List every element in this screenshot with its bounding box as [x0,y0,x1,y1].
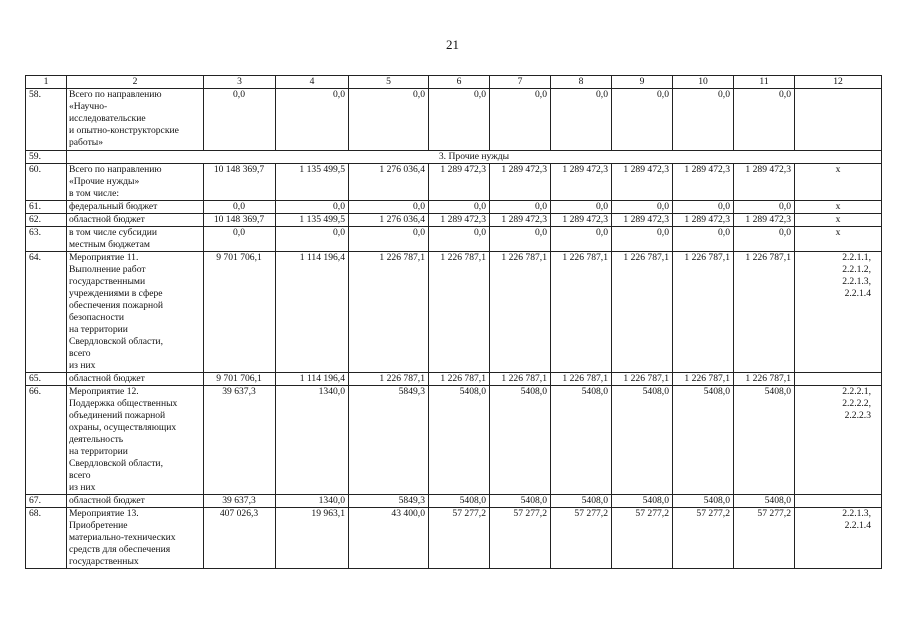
column-header: 8 [551,76,612,89]
value-cell: 0,0 [429,201,490,214]
row-name: Всего по направлению «Прочие нужды» в том числе: [67,164,204,201]
value-cell: 1 226 787,1 [551,373,612,386]
value-cell: 0,0 [349,227,429,252]
value-cell: 1 289 472,3 [612,164,673,201]
section-title: 3. Прочие нужды [67,151,882,164]
table-row [26,201,882,214]
value-cell: 1 226 787,1 [612,373,673,386]
value-cell: 0,0 [734,89,795,151]
value-cell: 0,0 [673,89,734,151]
value-cell: 5408,0 [673,495,734,508]
column-header: 4 [276,76,349,89]
row-name: Мероприятие 12. Поддержка общественных объединений пожарной охраны, осуществляющих деятельность на территории Свердловской области, всего из них [67,386,204,495]
row-number: 68. [26,508,67,569]
value-cell: 1 289 472,3 [673,164,734,201]
value-cell: 1 289 472,3 [551,214,612,227]
value-cell: 9 701 706,1 [204,373,276,386]
row-number: 63. [26,227,67,252]
value-cell: 1 135 499,5 [276,214,349,227]
target-cell: 2.2.1.1, 2.2.1.2, 2.2.1.3, 2.2.1.4 [795,252,882,373]
row-name: Всего по направлению «Научно- исследовательские и опытно-конструкторские работы» [67,89,204,151]
value-cell: 0,0 [429,227,490,252]
value-cell: 407 026,3 [204,508,276,569]
value-cell: 1 289 472,3 [734,214,795,227]
column-header: 12 [795,76,882,89]
value-cell: 0,0 [551,227,612,252]
target-cell: x [795,214,882,227]
value-cell: 5408,0 [612,386,673,495]
value-cell: 10 148 369,7 [204,164,276,201]
row-name: Мероприятие 13. Приобретение материально-технических средств для обеспечения государственных [67,508,204,569]
value-cell: 0,0 [349,89,429,151]
column-header: 1 [26,76,67,89]
target-cell: x [795,201,882,214]
value-cell: 39 637,3 [204,495,276,508]
value-cell: 1 289 472,3 [734,164,795,201]
value-cell: 1 226 787,1 [490,373,551,386]
value-cell: 1 226 787,1 [612,252,673,373]
value-cell: 1 114 196,4 [276,252,349,373]
column-header: 7 [490,76,551,89]
value-cell: 0,0 [551,89,612,151]
target-cell: x [795,164,882,201]
row-name: областной бюджет [67,214,204,227]
value-cell: 1 276 036,4 [349,214,429,227]
value-cell: 1 226 787,1 [734,373,795,386]
row-number: 66. [26,386,67,495]
value-cell: 1 226 787,1 [673,373,734,386]
value-cell: 1 276 036,4 [349,164,429,201]
value-cell: 57 277,2 [734,508,795,569]
value-cell: 0,0 [490,201,551,214]
target-cell [795,89,882,151]
value-cell: 1 289 472,3 [429,214,490,227]
value-cell: 1 114 196,4 [276,373,349,386]
value-cell: 1 135 499,5 [276,164,349,201]
value-cell: 1340,0 [276,386,349,495]
row-number: 59. [26,151,67,164]
value-cell: 1340,0 [276,495,349,508]
value-cell: 1 226 787,1 [734,252,795,373]
value-cell: 43 400,0 [349,508,429,569]
column-header: 11 [734,76,795,89]
target-cell: x [795,227,882,252]
table-row [26,227,882,252]
value-cell: 0,0 [612,201,673,214]
value-cell: 57 277,2 [429,508,490,569]
row-name: областной бюджет [67,373,204,386]
value-cell: 5408,0 [429,386,490,495]
value-cell: 0,0 [612,89,673,151]
row-number: 60. [26,164,67,201]
value-cell: 0,0 [349,201,429,214]
column-header: 6 [429,76,490,89]
value-cell: 39 637,3 [204,386,276,495]
target-cell [795,373,882,386]
row-number: 58. [26,89,67,151]
column-header: 5 [349,76,429,89]
value-cell: 5408,0 [490,386,551,495]
value-cell: 0,0 [276,201,349,214]
value-cell: 57 277,2 [612,508,673,569]
value-cell: 5849,3 [349,386,429,495]
row-number: 67. [26,495,67,508]
value-cell: 5408,0 [734,495,795,508]
value-cell: 1 289 472,3 [490,214,551,227]
value-cell: 5408,0 [673,386,734,495]
target-cell [795,495,882,508]
value-cell: 1 289 472,3 [673,214,734,227]
value-cell: 5408,0 [551,495,612,508]
page-number: 21 [446,37,459,52]
row-number: 62. [26,214,67,227]
value-cell: 1 226 787,1 [490,252,551,373]
row-name: областной бюджет [67,495,204,508]
value-cell: 19 963,1 [276,508,349,569]
table-row [26,89,882,151]
value-cell: 0,0 [734,201,795,214]
value-cell: 5408,0 [551,386,612,495]
row-name: Мероприятие 11. Выполнение работ государственными учреждениями в сфере обеспечения пожарной безопасности на территории Свердловской области, всего из них [67,252,204,373]
value-cell: 1 226 787,1 [673,252,734,373]
value-cell: 0,0 [204,89,276,151]
row-name: в том числе субсидии местным бюджетам [67,227,204,252]
value-cell: 0,0 [276,227,349,252]
value-cell: 57 277,2 [490,508,551,569]
value-cell: 0,0 [673,201,734,214]
table-row [26,214,882,227]
value-cell: 5849,3 [349,495,429,508]
value-cell: 0,0 [276,89,349,151]
column-header: 10 [673,76,734,89]
row-number: 64. [26,252,67,373]
table-row [26,508,882,569]
value-cell: 0,0 [673,227,734,252]
value-cell: 0,0 [204,227,276,252]
value-cell: 0,0 [734,227,795,252]
table-row [26,386,882,495]
value-cell: 1 226 787,1 [349,252,429,373]
value-cell: 1 289 472,3 [490,164,551,201]
value-cell: 1 226 787,1 [429,373,490,386]
value-cell: 10 148 369,7 [204,214,276,227]
value-cell: 0,0 [204,201,276,214]
value-cell: 1 226 787,1 [551,252,612,373]
value-cell: 0,0 [490,89,551,151]
value-cell: 1 289 472,3 [551,164,612,201]
table-row [26,373,882,386]
value-cell: 1 226 787,1 [349,373,429,386]
row-number: 65. [26,373,67,386]
value-cell: 0,0 [429,89,490,151]
value-cell: 1 289 472,3 [612,214,673,227]
table-row [26,495,882,508]
value-cell: 9 701 706,1 [204,252,276,373]
value-cell: 57 277,2 [551,508,612,569]
header-row [26,76,882,89]
value-cell: 0,0 [490,227,551,252]
value-cell: 57 277,2 [673,508,734,569]
value-cell: 0,0 [612,227,673,252]
value-cell: 5408,0 [734,386,795,495]
target-cell: 2.2.2.1, 2.2.2.2, 2.2.2.3 [795,386,882,495]
value-cell: 5408,0 [490,495,551,508]
value-cell: 1 289 472,3 [429,164,490,201]
value-cell: 1 226 787,1 [429,252,490,373]
value-cell: 5408,0 [612,495,673,508]
column-header: 9 [612,76,673,89]
column-header: 3 [204,76,276,89]
row-number: 61. [26,201,67,214]
table-row [26,164,882,201]
target-cell: 2.2.1.3, 2.2.1.4 [795,508,882,569]
column-header: 2 [67,76,204,89]
value-cell: 0,0 [551,201,612,214]
section-row [26,151,882,164]
table-row [26,252,882,373]
budget-table [25,75,882,569]
value-cell: 5408,0 [429,495,490,508]
row-name: федеральный бюджет [67,201,204,214]
